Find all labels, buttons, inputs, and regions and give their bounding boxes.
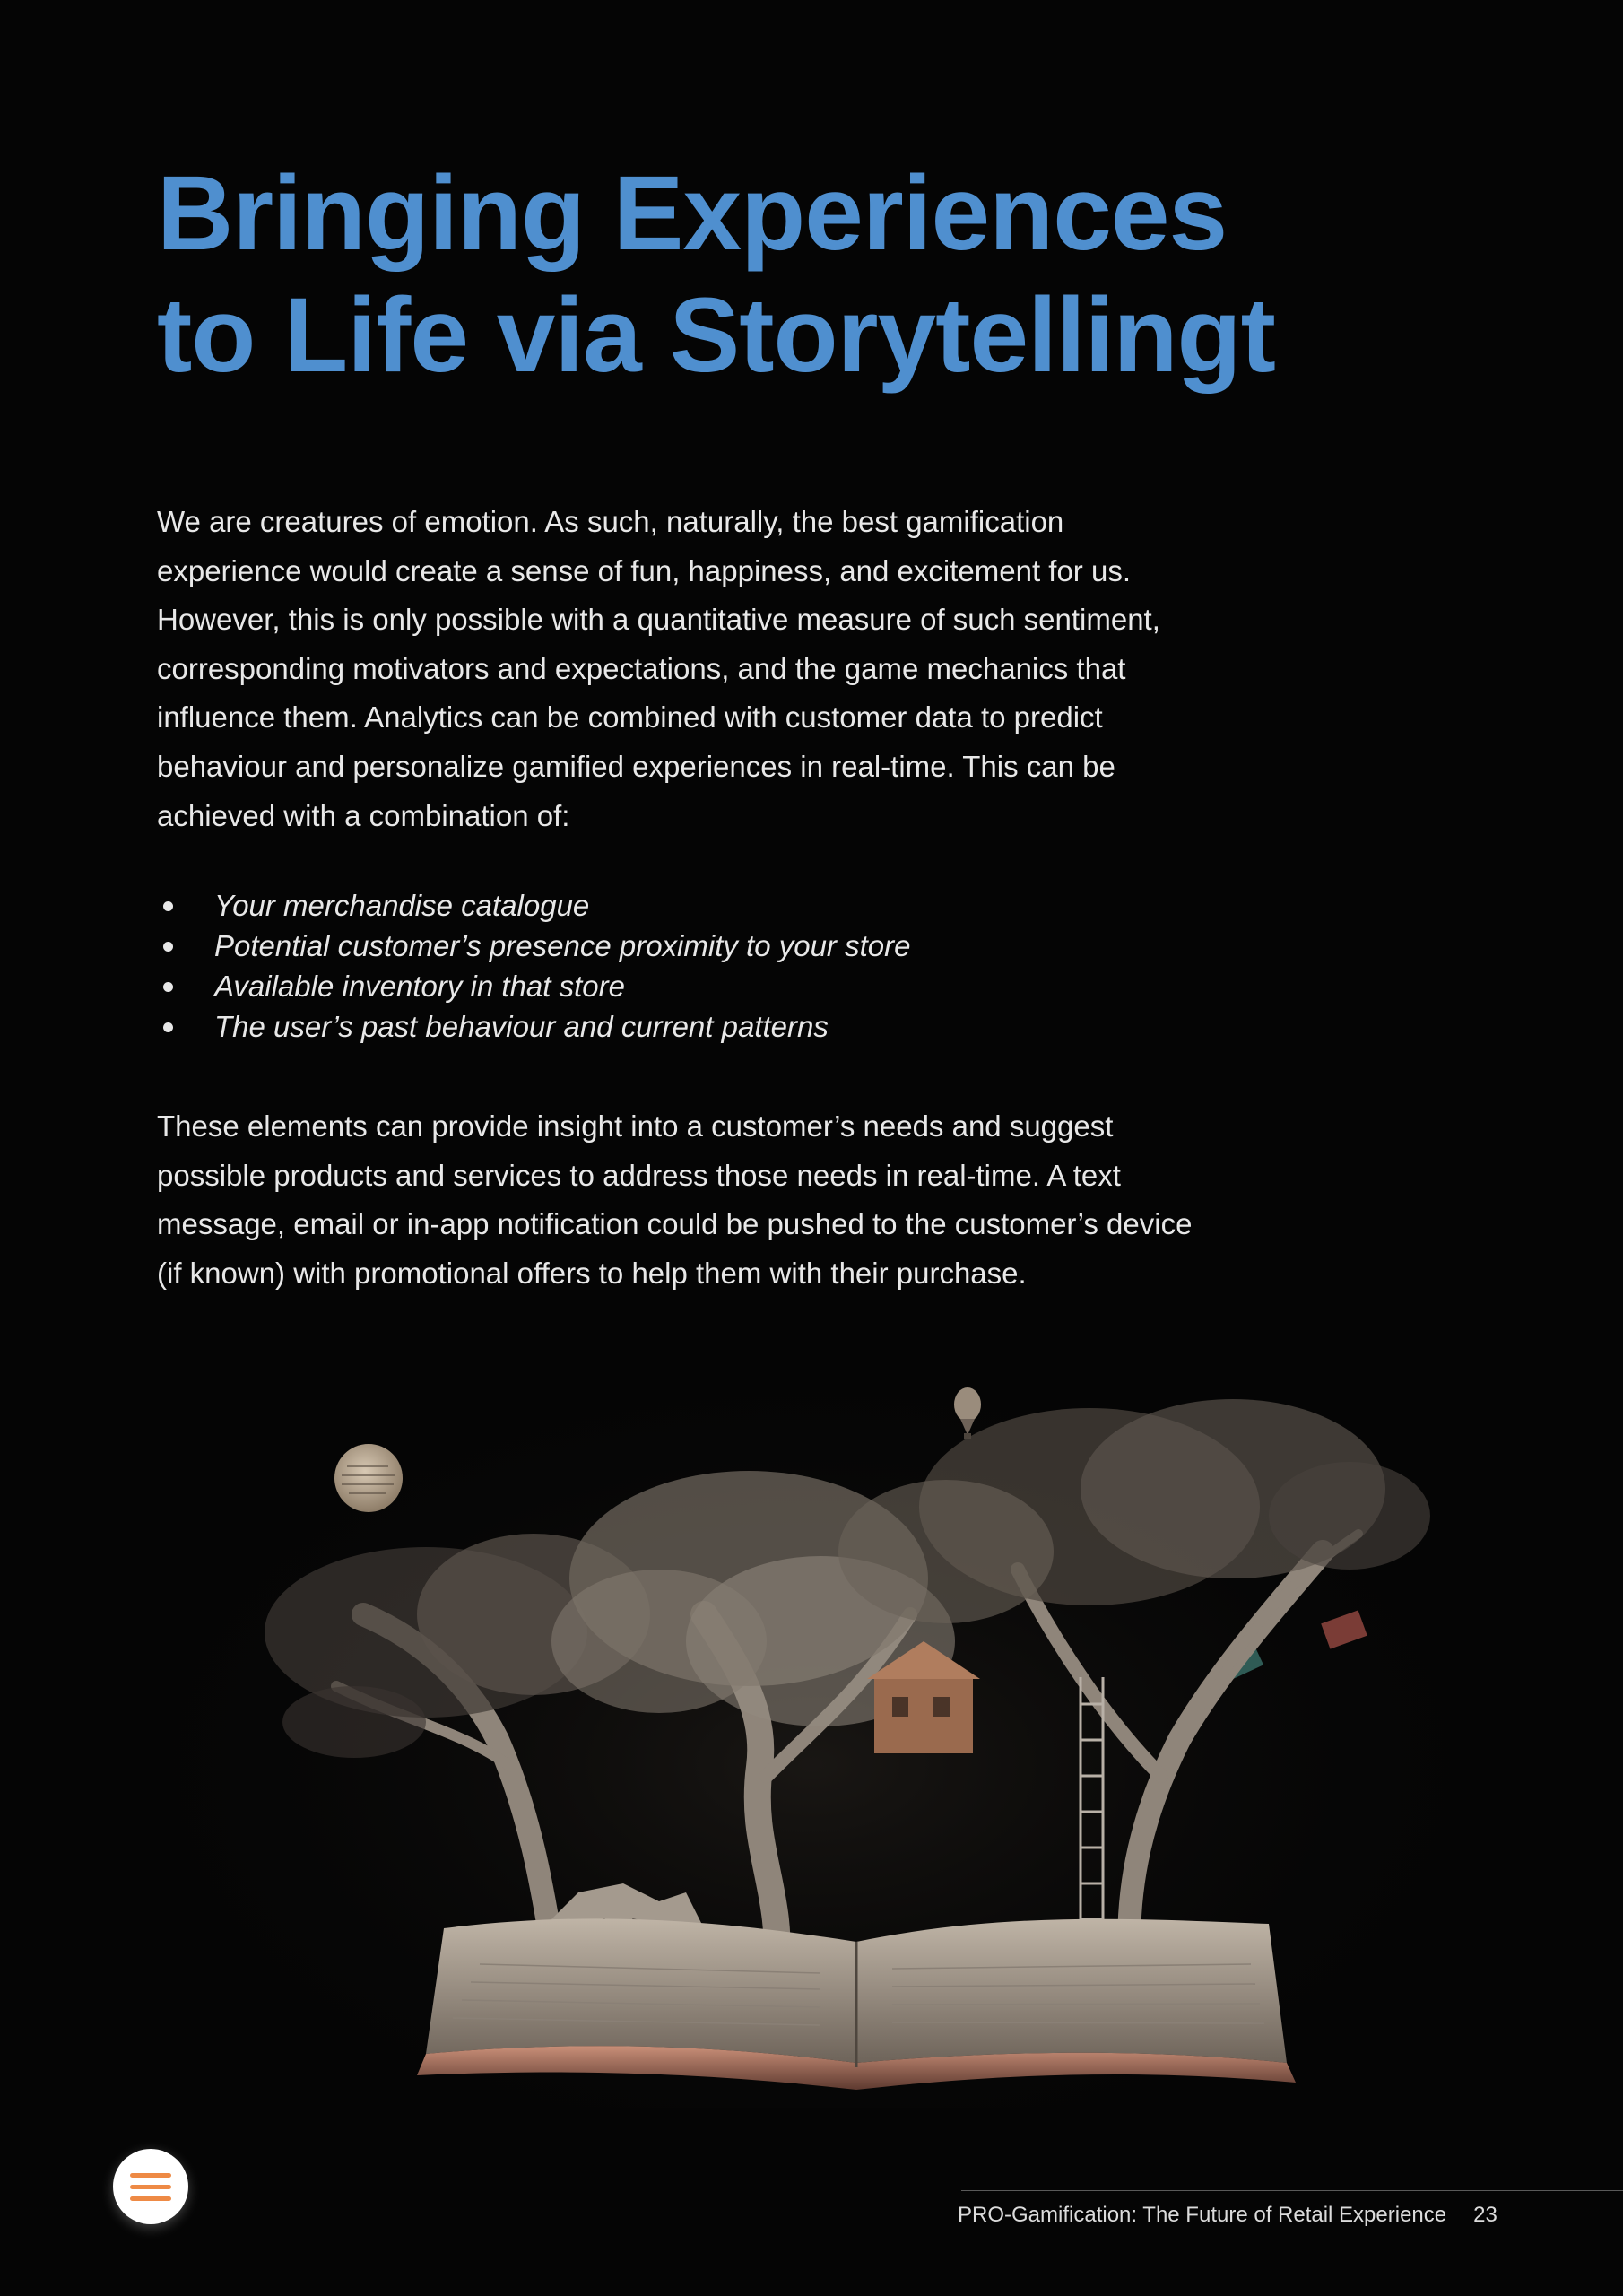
- menu-button[interactable]: [113, 2149, 188, 2224]
- open-book: [417, 1918, 1296, 2090]
- page-title: [157, 152, 1323, 396]
- closing-paragraph: These elements can provide insight into a customer’s needs and suggest possible products and services to address those needs in real-time. A text message, email or in-app notification could be pushed to the customer’s device (if known) with promotional offers to help them with their purchase.: [157, 1109, 1193, 1290]
- list-item: [157, 966, 1233, 1006]
- page-footer: [958, 2203, 1497, 2228]
- bullet-dot: [163, 982, 173, 992]
- footer-publication-title: PRO-Gamification: The Future of Retail Experience: [958, 2203, 1447, 2227]
- book-tree-sculpture-illustration: [157, 1345, 1466, 2108]
- page-title-line-2: to Life via Storytellingt: [157, 276, 1275, 395]
- list-item: [157, 926, 1233, 966]
- hamburger-menu-icon: [130, 2173, 171, 2178]
- page-number: 23: [1473, 2203, 1497, 2227]
- hamburger-menu-icon-bar: [130, 2196, 171, 2201]
- bullet-dot: [163, 942, 173, 952]
- list-item-text: Available inventory in that store: [214, 970, 625, 1003]
- intro-paragraph: We are creatures of emotion. As such, naturally, the best gamification experience would create a sense of fun, happiness, and excitement for us. However, this is only possible with a quantitative measure of such sentiment, corresponding motivators and expectations, and the game mechanics that influence them. Analytics can be combined with customer data to predict behaviour and personalize gamified experiences in real-time. This can be achieved with a combination of:: [157, 505, 1160, 832]
- bullet-list: [157, 885, 1233, 1047]
- footer-divider: [961, 2190, 1623, 2191]
- page-title-line-1: Bringing Experiences: [157, 154, 1228, 273]
- hamburger-menu-icon-bar: [130, 2185, 171, 2189]
- list-item-text: Potential customer’s presence proximity to your store: [214, 929, 911, 962]
- bullet-dot: [163, 901, 173, 911]
- list-item: [157, 885, 1233, 926]
- list-item-text: The user’s past behaviour and current patterns: [214, 1010, 829, 1043]
- paper-moon: [334, 1444, 403, 1512]
- list-item: [157, 1006, 1233, 1047]
- list-item-text: Your merchandise catalogue: [214, 889, 590, 922]
- bullet-dot: [163, 1022, 173, 1032]
